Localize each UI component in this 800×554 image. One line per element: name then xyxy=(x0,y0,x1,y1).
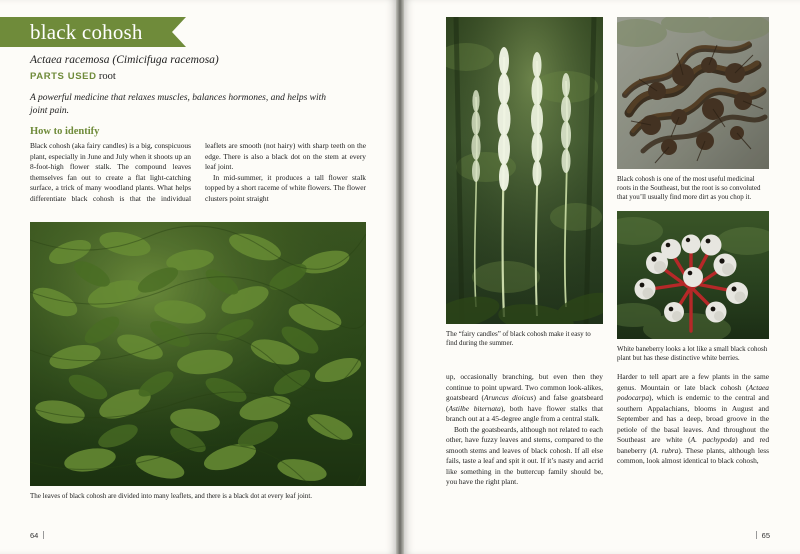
book-gutter xyxy=(396,0,404,554)
paragraph: In mid-summer, it produces a tall flower stalk topped by a short raceme of white flowers. The flower clusters point straight xyxy=(205,172,366,203)
right-page xyxy=(404,0,800,554)
section-heading: How to identify xyxy=(30,126,100,137)
paragraph: Black cohosh (aka fairy candles) is a big, conspicuous plant, especially in June and July when it shoots up an 8-foot-high flower stalk. The compound leaves themselves fan out to create a flat light-catching surface, a trick of many woodland plants. What helps differentiate black cohosh is that the individual leaflets are smooth (not hairy) with sharp teeth on the edge. There is also a black dot on the stem at every leaf joint. xyxy=(30,141,366,203)
root-photo-art xyxy=(617,17,769,169)
parts-used-label: PARTS USED xyxy=(30,71,97,82)
latin-name: Actaea racemosa (Cimicifuga racemosa) xyxy=(30,54,219,66)
left-body-text xyxy=(30,141,366,204)
chapter-title-band xyxy=(0,17,172,47)
paragraph: Harder to tell apart are a few plants in the same genus. Mountain or late black cohosh (Actaea podocarpa), which is endemic to the central and southern Appalachians, blooms in August and September and has a deep, broad groove in the petiole of the basal leaves. And throughout the Southeast are white (A. pachypoda) and red baneberry (A. rubra). These plants, although less common, look almost identical to black cohosh, xyxy=(617,372,770,466)
fairy-candles-photo-art xyxy=(446,17,603,324)
page-title: black cohosh xyxy=(30,19,143,44)
baneberry-caption: White baneberry looks a lot like a small black cohosh plant but has these distinctive white berries. xyxy=(617,345,768,363)
paragraph: up, occasionally branching, but even then they continue to point upward. Two common look-alikes, goatsbeard (Aruncus dioicus) and false goatsbeard (Astilbe biternata), both have flower stalks that branch out at a 45-degree angle from a central stalk. xyxy=(446,372,603,424)
folio-number: 65 xyxy=(761,531,770,540)
right-column-b-text xyxy=(617,372,769,467)
root-photo-caption: Black cohosh is one of the most useful medicinal roots in the Southeast, but the root is so convoluted that you’ll usually find more dirt as you chop it. xyxy=(617,175,761,202)
left-page xyxy=(0,0,396,554)
parts-used-line xyxy=(30,71,116,82)
fairy-candles-photo xyxy=(446,17,603,324)
folio-rule xyxy=(43,531,44,539)
black-cohosh-leaves-photo xyxy=(30,222,366,486)
leaves-photo-caption: The leaves of black cohosh are divided into many leaflets, and there is a black dot at every leaf joint. xyxy=(30,492,313,500)
folio-right xyxy=(756,531,770,540)
folio-left xyxy=(30,531,44,540)
folio-rule xyxy=(756,531,757,539)
tagline: A powerful medicine that relaxes muscles, balances hormones, and helps with joint pain. xyxy=(30,93,327,116)
leaves-photo-art xyxy=(30,222,366,486)
baneberry-photo-art xyxy=(617,211,769,339)
paragraph: Both the goatsbeards, although not related to each other, have fuzzy leaves and stems, compared to the smooth stems and leaves of black cohosh. If all else fails, taste a leaf and spit it out. If it’s nasty and acrid like something in the buttercup family should be, you have the right plant. xyxy=(446,424,603,487)
white-baneberry-photo xyxy=(617,211,769,339)
right-column-a-text xyxy=(446,372,603,488)
fairy-candles-caption: The “fairy candles” of black cohosh make it easy to find during the summer. xyxy=(446,330,591,348)
folio-number: 64 xyxy=(30,531,39,540)
black-cohosh-root-photo xyxy=(617,17,769,169)
parts-used-value: root xyxy=(98,71,116,82)
